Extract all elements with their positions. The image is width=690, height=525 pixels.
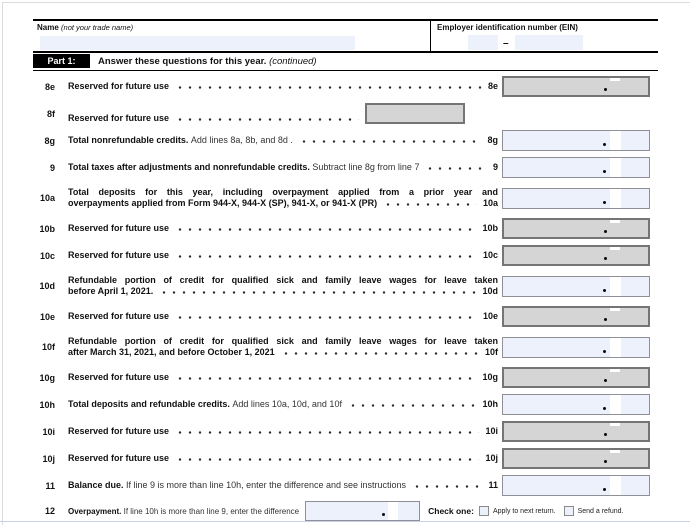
- row-description: [68, 372, 498, 383]
- cents-divider: [610, 131, 621, 150]
- description-bold: Balance due.: [68, 480, 124, 490]
- line-number: 12: [44, 506, 55, 516]
- line-number: 10h: [39, 399, 55, 410]
- part1-badge: Part 1:: [33, 54, 90, 68]
- decimal-point: [603, 143, 606, 146]
- decimal-point: [604, 460, 607, 463]
- amount-column: [502, 188, 650, 209]
- send-a-refund-checkbox[interactable]: [564, 506, 574, 516]
- name-label-text: Name: [37, 23, 59, 32]
- reserved-box-10e: [502, 306, 650, 327]
- reserved-box-10j: [502, 448, 650, 469]
- cents-divider: [610, 450, 620, 453]
- dot-leader: [175, 228, 476, 231]
- description-bold: Reserved for future use: [68, 426, 170, 436]
- line-number: 10e: [39, 311, 55, 322]
- ein-label: Employer identification number (EIN): [437, 23, 578, 32]
- cents-divider: [610, 338, 621, 357]
- row-description: [68, 426, 498, 437]
- dot-leader: [299, 140, 482, 143]
- form-row-10c: [33, 242, 658, 269]
- amount-column: [502, 394, 650, 415]
- line-number: 9: [49, 162, 55, 173]
- amount-column: [502, 448, 650, 469]
- amount-input-11[interactable]: [502, 475, 650, 496]
- description-text: Add lines 10a, 10d, and 10f: [229, 399, 342, 409]
- amount-column: [502, 276, 650, 297]
- name-input[interactable]: [40, 36, 355, 50]
- cents-divider: [610, 395, 621, 414]
- amount-input-10h[interactable]: [502, 394, 650, 415]
- description-bold: Total nonrefundable credits.: [68, 135, 189, 145]
- form-row-10j: [33, 445, 658, 472]
- description-line1: Refundable portion of credit for qualified sick and family leave wages for leave taken: [68, 275, 498, 285]
- form-row-10e: [33, 303, 658, 330]
- decimal-point: [604, 379, 607, 382]
- description-text: Add lines 8a, 8b, and 8d .: [188, 135, 293, 145]
- cents-divider: [610, 423, 620, 426]
- decimal-point: [604, 433, 607, 436]
- line-label-right: 8g: [487, 135, 498, 145]
- amount-input-8g[interactable]: [502, 130, 650, 151]
- row-description: [68, 250, 498, 261]
- line-label-right: 10d: [482, 286, 498, 296]
- row-description: [68, 135, 498, 146]
- description-bold: Reserved for future use: [68, 113, 170, 123]
- row-description: [68, 501, 658, 521]
- row-description: [68, 103, 658, 124]
- line-label-right: 8e: [487, 81, 498, 91]
- form-row-10a: [33, 181, 658, 215]
- row-description: [68, 453, 498, 464]
- description-bold: Reserved for future use: [68, 81, 170, 91]
- description-line2: after March 31, 2021, and before October 1, 2021: [68, 347, 275, 357]
- line-number: 10a: [39, 193, 55, 203]
- decimal-point: [603, 488, 606, 491]
- reserved-box-10g: [502, 367, 650, 388]
- line-label-right: 10j: [485, 453, 498, 463]
- description-line2: before April 1, 2021.: [68, 286, 154, 296]
- line-number: 10f: [41, 342, 55, 352]
- line-label-right: 10i: [485, 426, 498, 436]
- line-label-right: 9: [492, 162, 498, 172]
- form-row-8f: [33, 100, 658, 127]
- line-number: 11: [45, 480, 55, 491]
- form-row-8e: [33, 73, 658, 100]
- amount-column: [502, 367, 650, 388]
- description-bold: Reserved for future use: [68, 311, 170, 321]
- amount-column: [502, 130, 650, 151]
- row-description: [68, 336, 498, 358]
- cents-divider: [610, 158, 621, 177]
- line-number: 10d: [39, 281, 55, 291]
- line-label-right: 10h: [482, 399, 498, 409]
- amount-column: [502, 218, 650, 239]
- amount-column: [502, 306, 650, 327]
- line-number: 8f: [46, 108, 55, 119]
- amount-input-10d[interactable]: [502, 276, 650, 297]
- ein-input-1[interactable]: [468, 35, 498, 50]
- amount-column: [502, 76, 650, 97]
- form-row-10b: [33, 215, 658, 242]
- form-row-10d: [33, 269, 658, 303]
- cents-divider: [610, 78, 620, 81]
- dot-leader: [175, 431, 479, 434]
- decimal-point: [603, 350, 606, 353]
- amount-input-9[interactable]: [502, 157, 650, 178]
- line-label-right: 10a: [482, 198, 498, 208]
- description-text: Subtract line 8g from line 7: [309, 162, 420, 172]
- description-bold: Reserved for future use: [68, 372, 170, 382]
- row-description: [68, 311, 498, 322]
- description-text: If line 9 is more than line 10h, enter the difference and see instructions: [123, 480, 407, 490]
- cents-divider: [610, 277, 621, 296]
- description-bold: Total taxes after adjustments and nonrefundable credits.: [68, 162, 310, 172]
- mid-rule: [33, 51, 658, 53]
- apply-to-next-return-label: Apply to next return.: [492, 507, 556, 515]
- decimal-point: [603, 407, 606, 410]
- check-one-label: Check one:: [428, 506, 474, 516]
- amount-input-10f[interactable]: [502, 337, 650, 358]
- description-bold: Total deposits and refundable credits.: [68, 399, 230, 409]
- cents-divider: [610, 247, 620, 250]
- reserved-box-10i: [502, 421, 650, 442]
- form-row-11: [33, 472, 658, 499]
- form-row-10f: [33, 330, 658, 364]
- ein-input-2[interactable]: [515, 35, 583, 50]
- line-label-right: 10g: [482, 372, 498, 382]
- decimal-point: [604, 230, 607, 233]
- part1-title-text: Answer these questions for this year.: [98, 56, 267, 67]
- dot-leader: [175, 118, 359, 121]
- line-label-right: 11: [488, 480, 498, 490]
- form-row-10g: [33, 364, 658, 391]
- decimal-point: [603, 289, 606, 292]
- line-label-right: 10e: [482, 311, 498, 321]
- dot-leader: [412, 485, 482, 488]
- dot-leader: [175, 458, 479, 461]
- dot-leader: [175, 86, 482, 89]
- row-12-text: Overpayment. If line 10h is more than line 9, enter the difference: [68, 506, 300, 516]
- form-row-9: [33, 154, 658, 181]
- amount-input-12[interactable]: [305, 501, 420, 521]
- line-label-right: 10c: [482, 250, 498, 260]
- cents-divider: [610, 189, 621, 208]
- description-bold: Reserved for future use: [68, 453, 170, 463]
- dot-leader: [175, 316, 477, 319]
- cents-divider: [610, 369, 620, 372]
- description-bold: Reserved for future use: [68, 223, 170, 233]
- description-line2: overpayments applied from Form 944-X, 944-X (SP), 941-X, or 941-X (PR): [68, 198, 378, 208]
- form-row-10i: [33, 418, 658, 445]
- cents-divider: [388, 502, 398, 520]
- decimal-point: [604, 88, 607, 91]
- decimal-point: [604, 257, 607, 260]
- line-number: 10b: [39, 223, 55, 234]
- name-label: [37, 23, 133, 32]
- line-label-right: 10b: [482, 223, 498, 233]
- line-number: 8e: [44, 81, 55, 92]
- line-number: 10c: [39, 250, 55, 261]
- line-number: 10g: [39, 372, 55, 383]
- row-description: [68, 275, 498, 297]
- bottom-rule: [0, 521, 690, 522]
- description-line1: Refundable portion of credit for qualified sick and family leave wages for leave taken: [68, 336, 498, 346]
- dot-leader: [383, 203, 477, 206]
- line-number: 10i: [42, 426, 55, 437]
- row-description: [68, 223, 498, 234]
- dot-leader: [175, 377, 476, 380]
- decimal-point: [603, 201, 606, 204]
- cents-divider: [610, 220, 620, 223]
- dot-leader: [425, 167, 487, 170]
- part1-rule: [33, 70, 658, 71]
- line-number: 10j: [42, 453, 55, 464]
- form-rows: [33, 73, 658, 523]
- line-label-right: 10f: [484, 347, 498, 357]
- decimal-point: [604, 318, 607, 321]
- name-hint: (not your trade name): [61, 23, 134, 32]
- row-description: [68, 480, 498, 491]
- cents-divider: [610, 308, 620, 311]
- decimal-point: [603, 170, 606, 173]
- apply-to-next-return-checkbox[interactable]: [479, 506, 489, 516]
- row-description: [68, 187, 498, 209]
- reserved-box-8f: [365, 103, 465, 124]
- line-number: 8g: [44, 135, 55, 146]
- row-description: [68, 399, 498, 410]
- description-line1: Total deposits for this year, including overpayment applied from a prior year and: [68, 187, 498, 197]
- form-row-8g: [33, 127, 658, 154]
- amount-column: [502, 157, 650, 178]
- reserved-box-8e: [502, 76, 650, 97]
- part1-continued: (continued): [269, 56, 317, 67]
- part1-title: [98, 56, 317, 67]
- dot-leader: [175, 255, 477, 258]
- dot-leader: [159, 291, 476, 294]
- amount-column: [502, 245, 650, 266]
- header-divider: [430, 19, 431, 52]
- row-description: [68, 162, 498, 173]
- amount-column: [502, 337, 650, 358]
- amount-input-10a[interactable]: [502, 188, 650, 209]
- description-bold: Reserved for future use: [68, 250, 170, 260]
- cents-divider: [610, 476, 621, 495]
- reserved-box-10c: [502, 245, 650, 266]
- form-row-12: [33, 499, 658, 523]
- ein-dash: –: [503, 38, 509, 49]
- decimal-point: [382, 513, 385, 516]
- row-description: [68, 81, 498, 92]
- dot-leader: [281, 352, 479, 355]
- amount-column: [502, 475, 650, 496]
- form-row-10h: [33, 391, 658, 418]
- top-rule: [33, 19, 658, 21]
- reserved-box-10b: [502, 218, 650, 239]
- dot-leader: [348, 404, 477, 407]
- send-a-refund-label: Send a refund.: [577, 507, 624, 515]
- amount-column: [502, 421, 650, 442]
